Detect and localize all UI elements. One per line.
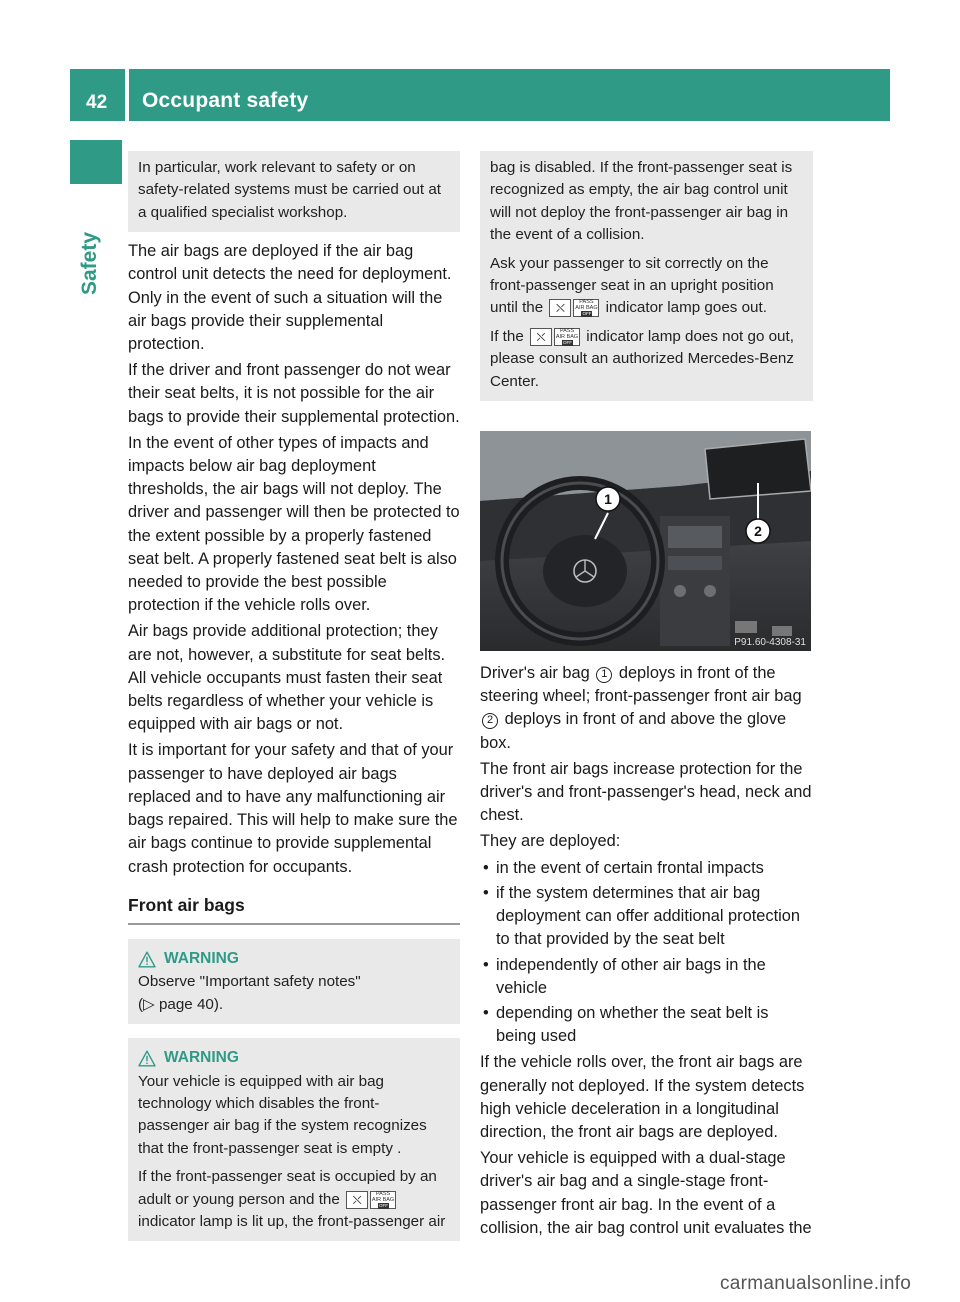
list-item: • independently of other air bags in the vehicle (480, 954, 813, 1000)
child-seat-icon: ⛌ (549, 299, 571, 317)
warning-text (138, 971, 450, 1016)
off-label: OFF (582, 311, 592, 317)
callout-2 (746, 519, 770, 543)
section-side-label: Safety (78, 231, 101, 295)
page-number: 42 (86, 92, 108, 113)
air-bag-label (555, 334, 579, 346)
list-item: • depending on whether the seat belt is being used (480, 1002, 813, 1048)
section-tab-marker (70, 140, 122, 184)
pass-air-bag-off-icon (554, 328, 580, 346)
warning-title (138, 948, 450, 970)
warning-text-part: indicator lamp goes out. (605, 299, 767, 317)
callout-number-badge: 1 (596, 667, 612, 683)
paragraph: Air bags provide additional protection; they are not, however, a substitute for seat belts. All vehicle occupants must fasten their seat belts regardless of whether your vehicle is equipped with air bags or not. (128, 622, 446, 734)
warning-text-line: Observe "Important safety notes" (138, 973, 361, 991)
pass-label: PASS (559, 327, 575, 334)
off-label: OFF (563, 339, 573, 345)
paragraph: In the event of other types of impacts and impacts below air bag deployment thresholds, the air bags will not deploy. The driver and passenger will then be protected to the extent possible by a properly fastened seat belt. A properly fastened seat belt is also needed to provide the best possible protection if the vehicle rolls over. (128, 433, 460, 615)
page-title: Occupant safety (142, 89, 309, 112)
dashboard-illustration (480, 431, 811, 651)
child-seat-indicator-lamp (530, 328, 580, 346)
note-text: In particular, work relevant to safety or on safety-related systems must be carried out at a qualified specialist workshop. (138, 159, 442, 221)
list-item: • if the system determines that air bag deployment can offer additional protection to that provided by the seat belt (480, 882, 813, 952)
air-bag-label (371, 1197, 395, 1209)
deployment-conditions-list (480, 857, 813, 1049)
warning-text-part: If the (490, 327, 524, 345)
paragraph: The air bags are deployed if the air bag control unit detects the need for deployment. Only in the event of such a situation will the air bags provide their supplemental protection. (128, 242, 452, 354)
warning-text-part: indicator lamp is lit up, the front-passenger air (138, 1212, 446, 1230)
warning-title (138, 1047, 450, 1069)
paragraph: They are deployed: (480, 832, 621, 851)
warning-text: bag is disabled. If the front-passenger seat is recognized as empty, the air bag control unit will not deploy the front-passenger air bag in the event of a collision. (490, 159, 793, 244)
section-heading: Front air bags (128, 894, 460, 925)
caption-part: deploys in front of the steering wheel; front-passenger front air bag (480, 664, 802, 706)
child-seat-icon: ⛌ (530, 328, 552, 346)
photo-caption (480, 662, 813, 755)
warning-triangle-icon (138, 1050, 156, 1067)
paragraph: The front air bags increase protection for the driver's and front-passenger's head, neck and chest. (480, 759, 812, 825)
warning-box (128, 1038, 460, 1241)
warning-continuation-box (480, 151, 813, 401)
paragraph: If the driver and front passenger do not wear their seat belts, it is not possible for the air bags to provide their supplemental protection. (128, 361, 460, 426)
pass-label: PASS (579, 299, 594, 306)
paragraph: If the vehicle rolls over, the front air bags are generally not deployed. If the system detects high vehicle deceleration in a longitudinal direction, the front air bags are deployed. (480, 1053, 805, 1141)
pass-label: PASS (375, 1190, 391, 1197)
air-bag-text: AIR BAG (371, 1196, 395, 1203)
image-code: P91.60-4308-31 (734, 637, 806, 649)
child-seat-indicator-lamp (549, 299, 599, 317)
header-divider (125, 69, 129, 121)
off-label: OFF (379, 1202, 389, 1208)
callout-2-number: 2 (754, 523, 762, 540)
callout-1-number: 1 (604, 491, 612, 508)
air-bag-label (574, 305, 598, 317)
page-reference-link[interactable]: (▷ page 40). (138, 995, 224, 1013)
caption-part: Driver's air bag (480, 664, 590, 683)
warning-title-text: WARNING (164, 949, 239, 967)
warning-text (138, 1166, 450, 1233)
callout-number-badge: 2 (482, 713, 498, 729)
warning-text-part: Ask your passenger to sit correctly on the front-passenger seat in an upright position until the (490, 254, 774, 317)
left-column (128, 151, 460, 1241)
child-seat-indicator-lamp (346, 1191, 396, 1209)
pass-air-bag-off-icon (573, 299, 599, 317)
paragraph: Your vehicle is equipped with a dual-stage driver's air bag and a single-stage front-passenger front air bag. In the event of a collision, the air bag control unit evaluates the (480, 1149, 812, 1237)
warning-text (490, 253, 803, 320)
note-box (128, 151, 460, 232)
air-bag-text: AIR BAG (575, 305, 598, 312)
warning-text-part: If the front-passenger seat is occupied by an adult or young person and the (138, 1168, 437, 1208)
caption-part: deploys in front of and above the glove box. (480, 710, 787, 752)
list-item: • in the event of certain frontal impacts (480, 857, 813, 880)
child-seat-icon: ⛌ (346, 1191, 368, 1209)
pass-air-bag-off-icon (370, 1191, 396, 1209)
warning-text: Your vehicle is equipped with air bag technology which disables the front-passenger air bag if the system recognizes that the front-passenger seat is empty . (138, 1072, 427, 1157)
dashboard-airbag-photo (480, 431, 811, 651)
watermark-text: carmanualsonline.info (720, 1273, 912, 1294)
warning-box (128, 939, 460, 1024)
warning-title-text: WARNING (164, 1049, 239, 1067)
right-column (480, 151, 813, 1240)
warning-text-part: indicator lamp does not go out, please consult an authorized Mercedes-Benz Center. (490, 327, 794, 390)
paragraph: It is important for your safety and that of your passenger to have deployed air bags replaced and to have any malfunctioning air bags repaired. This will help to make sure the air bags continue to provide supplemental crash protection for occupants. (128, 741, 458, 876)
warning-triangle-icon (138, 951, 156, 968)
callout-1 (596, 487, 620, 511)
air-bag-text: AIR BAG (555, 333, 579, 340)
warning-text (490, 326, 803, 393)
